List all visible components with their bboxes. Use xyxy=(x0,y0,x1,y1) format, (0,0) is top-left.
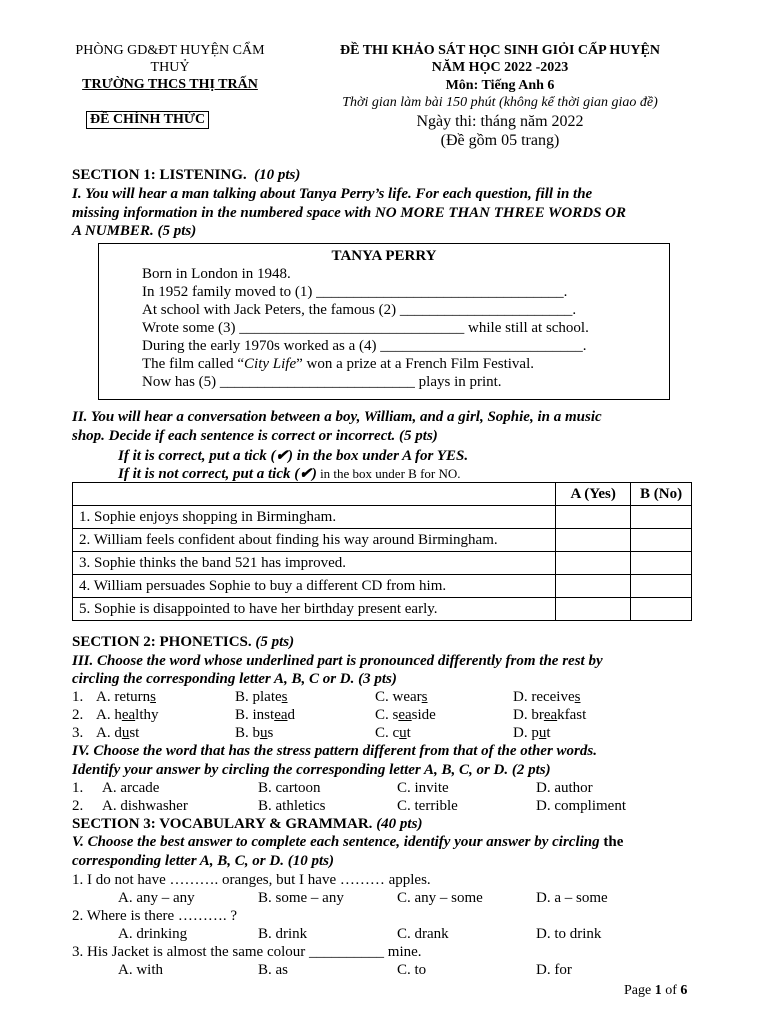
answer-option[interactable]: A. dishwasher xyxy=(102,798,188,814)
answer-option[interactable]: B. some – any xyxy=(258,890,344,906)
part-ii-instructions-1: II. You will hear a conversation between a boy, William, and a girl, Sophie, in a music xyxy=(72,409,602,425)
box-line-film: The film called “City Life” won a prize at a French Film Festival. xyxy=(142,356,534,372)
answer-box-a[interactable] xyxy=(556,506,631,529)
answer-option[interactable]: B. athletics xyxy=(258,798,326,814)
answer-option[interactable]: D. for xyxy=(536,962,572,978)
answer-option[interactable]: B. plates xyxy=(235,689,288,705)
official-stamp: ĐỀ CHÍNH THỨC xyxy=(86,111,209,129)
school-dept: PHÒNG GD&ĐT HUYỆN CẨM xyxy=(75,43,265,58)
table-header-row xyxy=(73,483,692,506)
answer-box-a[interactable] xyxy=(556,598,631,621)
statement-cell: 1. Sophie enjoys shopping in Birmingham. xyxy=(73,506,556,529)
answer-box-b[interactable] xyxy=(631,552,692,575)
section-1-title: SECTION 1: LISTENING. (10 pts) xyxy=(72,167,301,183)
answer-option[interactable]: D. breakfast xyxy=(513,707,587,723)
answer-option[interactable]: D. to drink xyxy=(536,926,602,942)
answer-option[interactable]: A. dust xyxy=(96,725,140,741)
answer-box-a[interactable] xyxy=(556,529,631,552)
statement-cell: 3. Sophie thinks the band 521 has improved. xyxy=(73,552,556,575)
time-allowed: Thời gian làm bài 150 phút (không kể thời gian giao đề) xyxy=(342,95,658,110)
section-3-title: SECTION 3: VOCABULARY & GRAMMAR. (40 pts) xyxy=(72,816,423,832)
answer-option[interactable]: C. any – some xyxy=(397,890,483,906)
school-year: NĂM HỌC 2022 -2023 xyxy=(431,60,569,75)
box-line: Wrote some (3) ______________________________ while still at school. xyxy=(142,320,589,336)
answer-option[interactable]: D. receives xyxy=(513,689,581,705)
question-text: 3. His Jacket is almost the same colour __________ mine. xyxy=(72,944,422,960)
header-cell-a: A (Yes) xyxy=(556,483,631,506)
answer-option[interactable]: B. cartoon xyxy=(258,780,321,796)
answer-box-b[interactable] xyxy=(631,575,692,598)
part-i-instructions-3: A NUMBER. (5 pts) xyxy=(72,223,197,239)
answer-option[interactable]: B. bus xyxy=(235,725,274,741)
part-iii-instructions-2: circling the corresponding letter A, B, C or D. (3 pts) xyxy=(72,671,397,687)
header-cell-b: B (No) xyxy=(631,483,692,506)
answer-box-a[interactable] xyxy=(556,575,631,598)
question-text: 2. Where is there ………. ? xyxy=(72,908,238,924)
table-row xyxy=(73,575,692,598)
part-v-instructions-2: corresponding letter A, B, C, or D. (10 pts) xyxy=(72,853,334,869)
answer-option[interactable]: A. returns xyxy=(96,689,156,705)
answer-option[interactable]: C. invite xyxy=(397,780,449,796)
box-title: TANYA PERRY xyxy=(331,248,437,264)
page-footer: Page 1 of 6 xyxy=(624,983,688,998)
box-line: In 1952 family moved to (1) _________________________________. xyxy=(142,284,568,300)
section-2-title: SECTION 2: PHONETICS. (5 pts) xyxy=(72,634,295,650)
answer-option[interactable]: C. to xyxy=(397,962,427,978)
table-row xyxy=(73,552,692,575)
table-row xyxy=(73,529,692,552)
question-number: 2. xyxy=(72,707,84,723)
answer-option[interactable]: A. healthy xyxy=(96,707,159,723)
part-ii-instructions-4: If it is not correct, put a tick (✔) in the box under B for NO. xyxy=(118,466,461,482)
answer-option[interactable]: A. arcade xyxy=(102,780,160,796)
answer-option[interactable]: A. drinking xyxy=(118,926,188,942)
answer-box-b[interactable] xyxy=(631,506,692,529)
statement-cell: 2. William feels confident about finding his way around Birmingham. xyxy=(73,529,556,552)
exam-title: ĐỀ THI KHẢO SÁT HỌC SINH GIỎI CẤP HUYỆN xyxy=(340,43,660,58)
answer-option[interactable]: A. with xyxy=(118,962,163,978)
table-row xyxy=(73,506,692,529)
part-iv-instructions-2: Identify your answer by circling the corresponding letter A, B, C, or D. (2 pts) xyxy=(72,762,551,778)
box-line: During the early 1970s worked as a (4) ___________________________. xyxy=(142,338,587,354)
question-number: 3. xyxy=(72,725,84,741)
answer-option[interactable]: D. author xyxy=(536,780,593,796)
answer-option[interactable]: B. drink xyxy=(258,926,308,942)
answer-option[interactable]: B. instead xyxy=(235,707,296,723)
table-row xyxy=(73,598,692,621)
answer-option[interactable]: C. terrible xyxy=(397,798,458,814)
answer-option[interactable]: A. any – any xyxy=(118,890,195,906)
box-line: Now has (5) __________________________ plays in print. xyxy=(142,374,502,390)
answer-option[interactable]: C. cut xyxy=(375,725,411,741)
header-cell xyxy=(73,483,556,506)
answer-option[interactable]: D. put xyxy=(513,725,551,741)
school-name: TRƯỜNG THCS THỊ TRẤN xyxy=(82,77,258,92)
question-text: 1. I do not have ………. oranges, but I have ……… apples. xyxy=(72,872,431,888)
answer-option[interactable]: C. wears xyxy=(375,689,428,705)
answer-option[interactable]: D. a – some xyxy=(536,890,608,906)
subject: Môn: Tiếng Anh 6 xyxy=(445,78,555,93)
part-i-instructions-1: I. You will hear a man talking about Tanya Perry’s life. For each question, fill in the xyxy=(72,186,593,202)
statement-cell: 4. William persuades Sophie to buy a different CD from him. xyxy=(73,575,556,598)
part-iii-instructions-1: III. Choose the word whose underlined part is pronounced differently from the rest by xyxy=(72,653,603,669)
part-v-instructions-1: V. Choose the best answer to complete each sentence, identify your answer by circling the xyxy=(72,834,624,850)
answer-option[interactable]: B. as xyxy=(258,962,288,978)
question-number: 1. xyxy=(72,780,84,796)
box-line: Born in London in 1948. xyxy=(142,266,291,282)
part-ii-instructions-2: shop. Decide if each sentence is correct or incorrect. (5 pts) xyxy=(72,428,438,444)
true-false-table xyxy=(72,482,692,621)
answer-box-b[interactable] xyxy=(631,529,692,552)
statement-cell: 5. Sophie is disappointed to have her birthday present early. xyxy=(73,598,556,621)
question-number: 2. xyxy=(72,798,84,814)
school-dept-cont: THUỶ xyxy=(150,60,190,75)
answer-option[interactable]: C. drank xyxy=(397,926,449,942)
answer-box-b[interactable] xyxy=(631,598,692,621)
answer-option[interactable]: C. seaside xyxy=(375,707,436,723)
box-line: At school with Jack Peters, the famous (2) _______________________. xyxy=(142,302,577,318)
part-iv-instructions-1: IV. Choose the word that has the stress pattern different from that of the other words. xyxy=(72,743,597,759)
part-i-instructions-2: missing information in the numbered space with NO MORE THAN THREE WORDS OR xyxy=(72,205,626,221)
part-ii-instructions-3: If it is correct, put a tick (✔) in the box under A for YES. xyxy=(118,448,469,464)
answer-box-a[interactable] xyxy=(556,552,631,575)
answer-option[interactable]: D. compliment xyxy=(536,798,626,814)
question-number: 1. xyxy=(72,689,84,705)
exam-date: Ngày thi: tháng năm 2022 xyxy=(416,113,584,130)
page-count: (Đề gồm 05 trang) xyxy=(440,132,560,149)
